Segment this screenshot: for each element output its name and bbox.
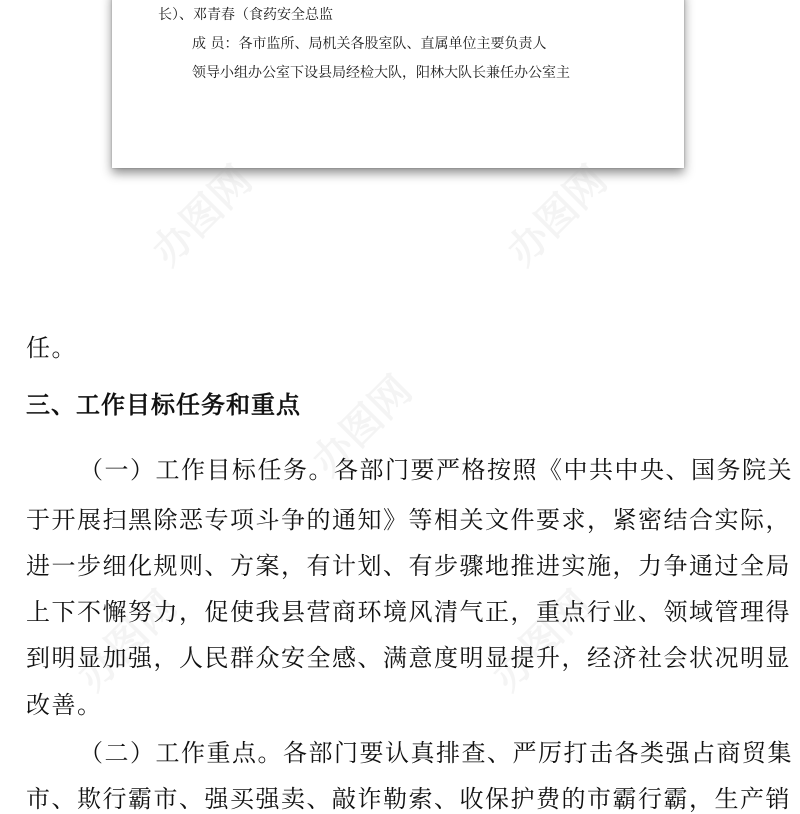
paragraph-line: 上下不懈努力，促使我县营商环境风清气正，重点行业、领域管理得 (26, 598, 791, 626)
paragraph-line: 改善。 (26, 691, 103, 719)
watermark: 办图网 (483, 582, 602, 700)
card-line-2: 成 员：各市监所、局机关各股室队、直属单位主要负责人 (192, 36, 547, 52)
paragraph-line: （一）工作目标任务。各部门要严格按照《中共中央、国务院关 (79, 456, 793, 484)
paragraph-line: （二）工作重点。各部门要认真排查、严厉打击各类强占商贸集 (79, 739, 793, 767)
card-line-3: 领导小组办公室下设县局经检大队，阳林大队长兼任办公室主 (192, 65, 570, 81)
section-heading: 三、工作目标任务和重点 (26, 391, 301, 419)
card-line-1: 长）、邓青春（食药安全总监 (158, 7, 333, 23)
paragraph-line: 于开展扫黑除恶专项斗争的通知》等相关文件要求，紧密结合实际， (26, 506, 791, 534)
watermark: 办图网 (303, 367, 422, 485)
paragraph-line: 到明显加强，人民群众安全感、满意度明显提升，经济社会状况明显 (26, 644, 791, 672)
paragraph-line: 进一步细化规则、方案，有计划、有步骤地推进实施，力争通过全局 (26, 552, 791, 580)
watermark: 办图网 (68, 582, 187, 700)
document-image-card (112, 0, 684, 168)
continuation-text: 任。 (26, 334, 77, 362)
watermark: 办图网 (143, 157, 262, 275)
watermark: 办图网 (498, 157, 617, 275)
paragraph-line: 市、欺行霸市、强买强卖、敲诈勒索、收保护费的市霸行霸，生产销 (26, 785, 791, 813)
